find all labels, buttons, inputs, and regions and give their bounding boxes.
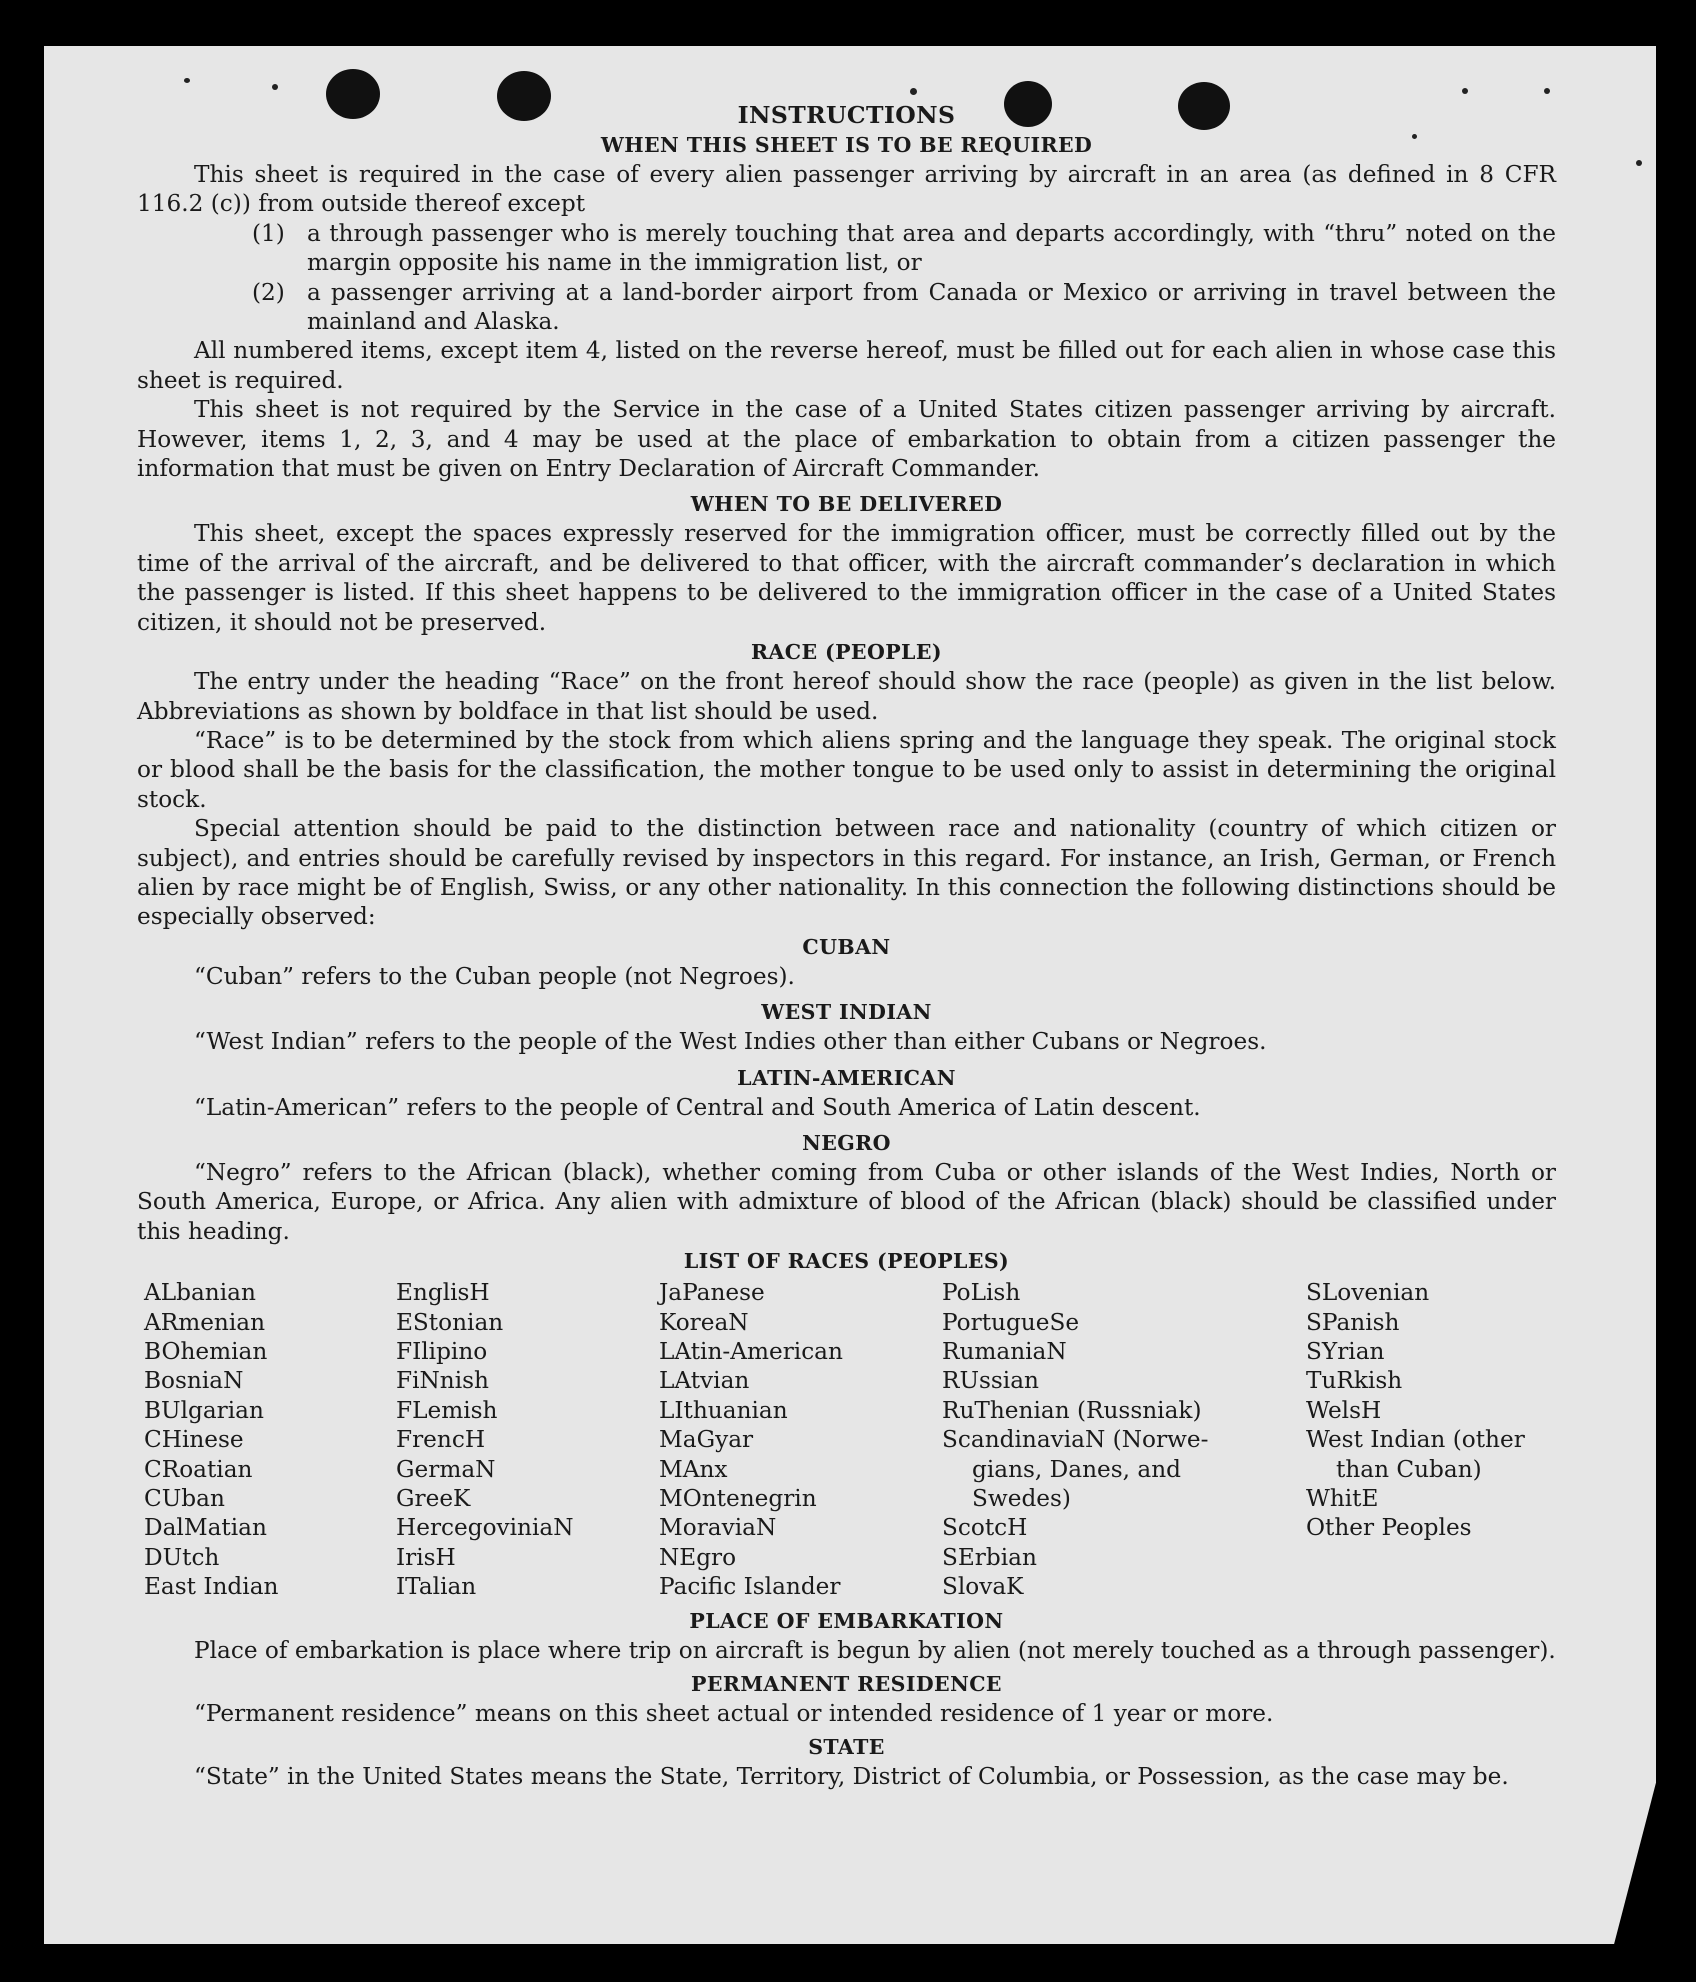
race-entry: WelsH: [1306, 1396, 1382, 1424]
paragraph: This sheet is required in the case of every alien passenger arriving by aircraft in an area (as defined in 8 CFR 116.2 (c)) from outside thereof except: [137, 161, 1556, 218]
paragraph: “Latin-American” refers to the people of Central and South America of Latin descent.: [194, 1093, 1201, 1121]
race-entry: WhitE: [1306, 1485, 1379, 1513]
race-entry: MaGyar: [659, 1426, 754, 1454]
numbered-item: [137, 219, 1556, 278]
race-entry: EStonian: [396, 1308, 504, 1336]
race-entry: BOhemian: [144, 1338, 268, 1365]
race-entry: HercegoviniaN: [396, 1514, 574, 1542]
race-column-4: [942, 1278, 1306, 1601]
race-entry: PoLish: [942, 1279, 1021, 1307]
race-entry: gians, Danes, and: [972, 1455, 1181, 1483]
race-entry: Pacific Islander: [659, 1573, 841, 1601]
race-entry: East Indian: [144, 1573, 279, 1601]
race-list: [137, 1278, 1556, 1601]
paragraph: All numbered items, except item 4, listed on the reverse hereof, must be filled out for each alien in whose case this sheet is required.: [137, 337, 1556, 394]
race-entry: JaPanese: [659, 1279, 765, 1307]
section-heading-delivered: WHEN TO BE DELIVERED: [690, 492, 1003, 517]
paragraph: “Race” is to be determined by the stock from which aliens spring and the language they speak. The original stock or blood shall be the basis for the classification, the mother tongue to be used only to assist in determining the original stock.: [137, 726, 1556, 813]
race-entry: LAtin-American: [659, 1338, 843, 1365]
section-heading-embarkation: PLACE OF EMBARKATION: [689, 1608, 1004, 1633]
race-column-1: [144, 1278, 396, 1601]
paragraph: “Cuban” refers to the Cuban people (not Negroes).: [194, 962, 795, 990]
paragraph: Place of embarkation is place where trip on aircraft is begun by alien (not merely touched as a through passenger).: [194, 1636, 1556, 1664]
paragraph: The entry under the heading “Race” on the front hereof should show the race (people) as given in the list below. Abbreviations as shown by boldface in that list should be used.: [137, 668, 1556, 725]
race-entry: ITalian: [396, 1573, 477, 1601]
paragraph: Special attention should be paid to the distinction between race and nationality (country of which citizen or subject), and entries should be carefully revised by inspectors in this regard. For instance, an Irish, German, or French alien by race might be of English, Swiss, or any other nationality. In this connection the following distinctions should be especially observed:: [137, 815, 1556, 931]
race-entry: GermaN: [396, 1455, 496, 1483]
race-entry: MAnx: [659, 1455, 728, 1483]
race-entry: SLovenian: [1306, 1279, 1430, 1307]
item-text: a through passenger who is merely touching that area and departs accordingly, with “thru” noted on the margin opposite his name in the immigration list, or: [307, 219, 1556, 277]
race-entry: Swedes): [972, 1485, 1071, 1513]
race-entry: SlovaK: [942, 1573, 1024, 1601]
race-entry: Other Peoples: [1306, 1514, 1472, 1542]
section-heading-negro: NEGRO: [802, 1130, 891, 1155]
instructions-content: [137, 100, 1556, 1792]
numbered-item: [137, 278, 1556, 337]
race-entry: KoreaN: [659, 1308, 749, 1336]
race-entry: CUban: [144, 1485, 225, 1513]
section-heading-residence: PERMANENT RESIDENCE: [691, 1672, 1002, 1697]
race-entry: DalMatian: [144, 1514, 267, 1542]
race-entry: CRoatian: [144, 1455, 253, 1483]
race-entry: BosniaN: [144, 1367, 244, 1395]
section-heading-required: WHEN THIS SHEET IS TO BE REQUIRED: [600, 133, 1093, 157]
race-entry: EnglisH: [396, 1279, 490, 1307]
section-heading-race: RACE (PEOPLE): [751, 640, 942, 665]
race-column-5: [1306, 1278, 1556, 1601]
paragraph: “Permanent residence” means on this sheet actual or intended residence of 1 year or more.: [194, 1700, 1274, 1728]
race-entry: SYrian: [1306, 1338, 1385, 1365]
race-entry: ALbanian: [144, 1279, 256, 1307]
race-entry: MoraviaN: [659, 1514, 777, 1542]
race-entry: FLemish: [396, 1396, 498, 1424]
race-entry: DUtch: [144, 1543, 220, 1571]
race-column-3: [659, 1278, 942, 1601]
section-heading-west-indian: WEST INDIAN: [761, 1000, 932, 1025]
race-column-2: [396, 1278, 659, 1601]
race-entry: MOntenegrin: [659, 1485, 817, 1513]
race-entry: PortugueSe: [942, 1308, 1080, 1336]
item-text: a passenger arriving at a land-border airport from Canada or Mexico or arriving in travel between the mainland and Alaska.: [307, 278, 1556, 336]
race-entry: LIthuanian: [659, 1396, 788, 1424]
race-entry: FrencH: [396, 1426, 486, 1454]
race-entry: BUlgarian: [144, 1396, 264, 1424]
race-entry: FIlipino: [396, 1338, 488, 1365]
section-heading-cuban: CUBAN: [802, 934, 891, 959]
paragraph: This sheet is not required by the Service in the case of a United States citizen passenger arriving by aircraft. However, items 1, 2, 3, and 4 may be used at the place of embarkation to obtain from a citizen passenger the information that must be given on Entry Declaration of Aircraft Commander.: [137, 396, 1556, 483]
race-entry: West Indian (other: [1306, 1426, 1525, 1454]
race-entry: GreeK: [396, 1485, 471, 1513]
race-entry: ScotcH: [942, 1514, 1028, 1542]
race-entry: NEgro: [659, 1543, 737, 1571]
race-entry: FiNnish: [396, 1367, 489, 1395]
race-entry: IrisH: [396, 1543, 456, 1571]
paragraph: “West Indian” refers to the people of the West Indies other than either Cubans or Negroes.: [194, 1028, 1267, 1056]
race-entry: than Cuban): [1336, 1455, 1482, 1483]
race-entry: ARmenian: [144, 1308, 266, 1336]
section-heading-state: STATE: [808, 1735, 885, 1760]
race-entry: RuThenian (Russniak): [942, 1396, 1202, 1424]
section-heading-list-of-races: LIST OF RACES (PEOPLES): [683, 1249, 1010, 1274]
paragraph: This sheet, except the spaces expressly reserved for the immigration officer, must be correctly filled out by the time of the arrival of the aircraft, and be delivered to that officer, with the aircraft commander’s declaration in which the passenger is listed. If this sheet happens to be delivered to the immigration officer in the case of a United States citizen, it should not be preserved.: [137, 520, 1556, 636]
item-number: (2): [252, 278, 285, 306]
race-entry: RumaniaN: [942, 1338, 1067, 1365]
race-entry: SPanish: [1306, 1308, 1400, 1336]
race-entry: SErbian: [942, 1543, 1037, 1571]
paragraph: “Negro” refers to the African (black), whether coming from Cuba or other islands of the West Indies, North or South America, Europe, or Africa. Any alien with admixture of blood of the African (black) should be classified under this heading.: [137, 1158, 1556, 1245]
race-entry: ScandinaviaN (Norwe-: [942, 1426, 1209, 1454]
race-entry: LAtvian: [659, 1367, 750, 1395]
race-entry: RUssian: [942, 1367, 1039, 1395]
race-entry: TuRkish: [1306, 1367, 1403, 1395]
race-entry: CHinese: [144, 1426, 244, 1454]
item-number: (1): [252, 219, 285, 247]
page-title: INSTRUCTIONS: [737, 101, 956, 129]
paragraph: “State” in the United States means the State, Territory, District of Columbia, or Possession, as the case may be.: [194, 1763, 1509, 1791]
section-heading-latin-american: LATIN-AMERICAN: [737, 1065, 956, 1090]
